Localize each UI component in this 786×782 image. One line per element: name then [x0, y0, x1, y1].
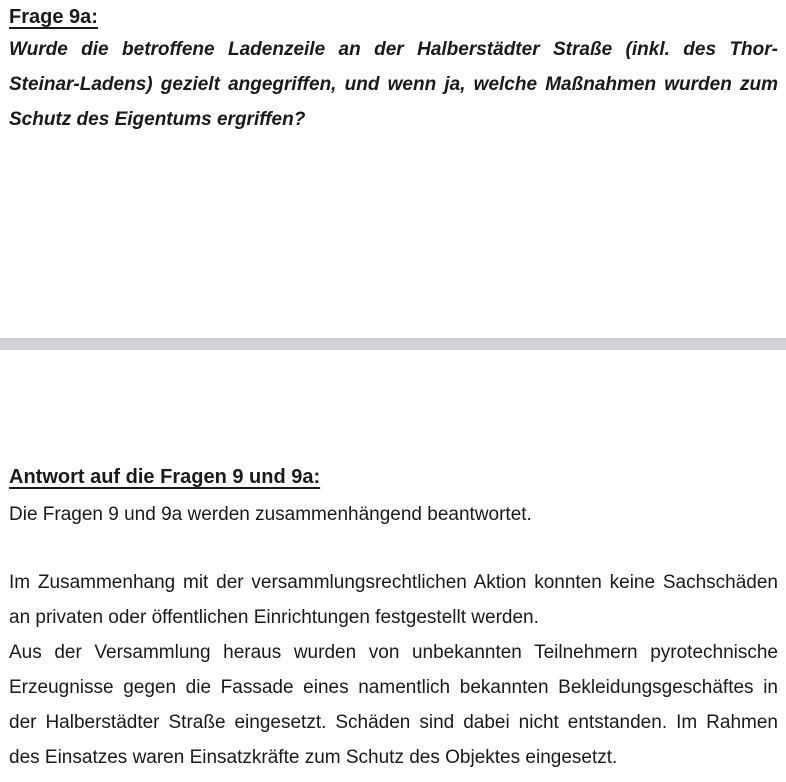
question-heading: Frage 9a: [9, 6, 98, 28]
answer-paragraph2-line: Aus der Versammlung heraus wurden von unbekannten Teilnehmern pyrotechnische [9, 642, 778, 663]
answer-paragraph1-line: an privaten oder öffentlichen Einrichtungen festgestellt werden. [9, 607, 539, 628]
answer-paragraph2-line: des Einsatzes waren Einsatzkräfte zum Schutz des Objektes eingesetzt. [9, 747, 618, 768]
question-line: Schutz des Eigentums ergriffen? [9, 109, 306, 130]
answer-paragraph1-line: Im Zusammenhang mit der versammlungsrechtlichen Aktion konnten keine Sachschäden [9, 572, 778, 593]
answer-intro-paragraph [9, 497, 778, 532]
question-line: Wurde die betroffene Ladenzeile an der Halberstädter Straße (inkl. des Thor- [9, 39, 778, 60]
answer-paragraph2-line: der Halberstädter Straße eingesetzt. Schäden sind dabei nicht entstanden. Im Rahmen [9, 712, 778, 733]
question-paragraph [9, 32, 778, 137]
answer-paragraph2-line: Erzeugnisse gegen die Fassade eines namentlich bekannten Bekleidungsgeschäftes in [9, 677, 778, 698]
page-separator-band [0, 338, 786, 350]
question-line: Steinar-Ladens) gezielt angegriffen, und wenn ja, welche Maßnahmen wurden zum [9, 74, 778, 95]
answer-heading: Antwort auf die Fragen 9 und 9a: [9, 466, 321, 488]
answer-body [9, 565, 778, 775]
answer-intro-line: Die Fragen 9 und 9a werden zusammenhängend beantwortet. [9, 504, 532, 525]
